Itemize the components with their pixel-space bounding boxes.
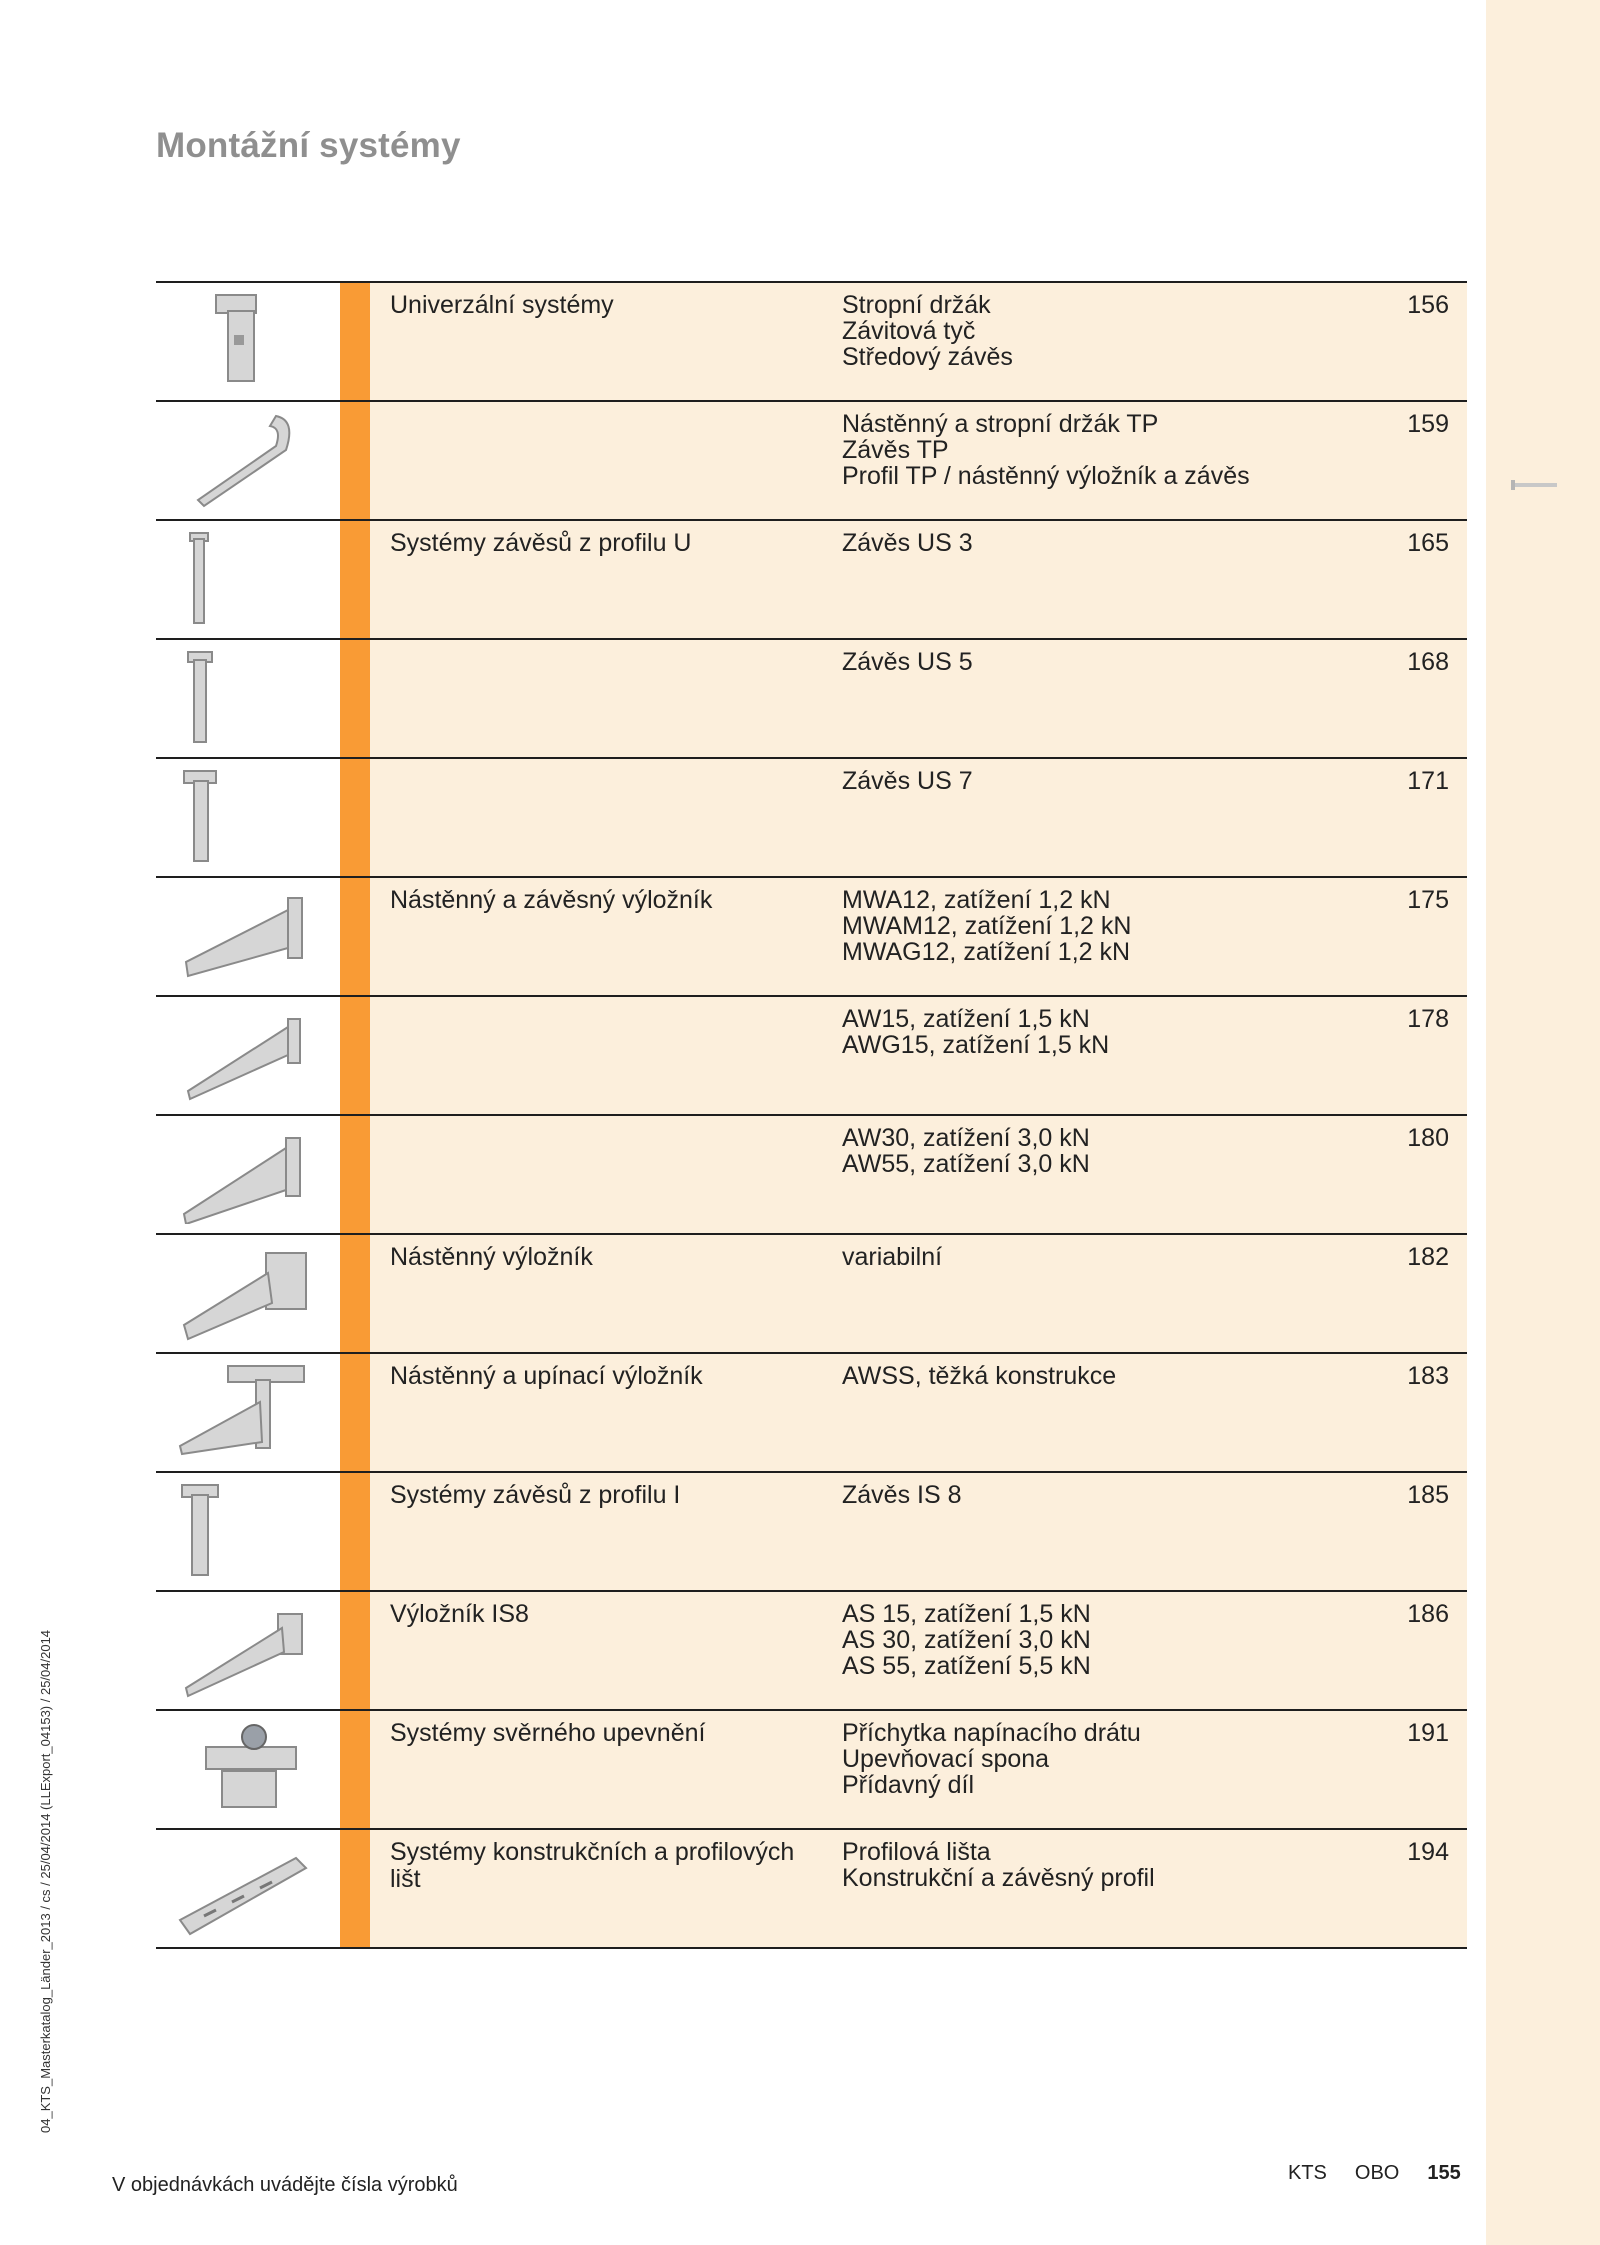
product-image <box>156 1711 340 1828</box>
group-name: Systémy svěrného upevnění <box>390 1719 706 1747</box>
page-reference[interactable]: 178 <box>1407 1005 1449 1033</box>
accent-bar <box>340 1592 370 1709</box>
variable-wall-bracket-icon <box>176 1243 316 1343</box>
catalog-row <box>156 759 1467 878</box>
product-item: Závěs US 5 <box>842 648 973 676</box>
group-name: Výložník IS8 <box>390 1600 529 1628</box>
catalog-row <box>156 521 1467 640</box>
product-item: Profilová lišta <box>842 1838 991 1866</box>
profile-rail-icon <box>176 1838 316 1938</box>
mwa-bracket-icon <box>176 886 316 986</box>
row-content <box>370 878 1467 995</box>
print-info: 04_KTS_Masterkatalog_Länder_2013 / cs / 25/04/2014 (LLExport_04153) / 25/04/2014 <box>38 1629 53 2133</box>
product-image <box>156 1592 340 1709</box>
catalog-row <box>156 1711 1467 1830</box>
product-list <box>842 649 1362 675</box>
product-list <box>842 1244 1362 1270</box>
row-content <box>370 283 1467 400</box>
group-name: Univerzální systémy <box>390 291 614 319</box>
product-item: MWAG12, zatížení 1,2 kN <box>842 938 1131 966</box>
group-name: Systémy konstrukčních a profilových lišt <box>390 1838 795 1893</box>
product-list <box>842 887 1362 965</box>
accent-bar <box>340 1116 370 1233</box>
page-reference[interactable]: 185 <box>1407 1481 1449 1509</box>
is8-bracket-icon <box>176 1600 316 1700</box>
row-content <box>370 402 1467 519</box>
product-image <box>156 878 340 995</box>
accent-bar <box>340 521 370 638</box>
row-content <box>370 1473 1467 1590</box>
tp-bracket-icon <box>176 410 316 510</box>
page-reference[interactable]: 194 <box>1407 1838 1449 1866</box>
page-reference[interactable]: 182 <box>1407 1243 1449 1271</box>
product-image <box>156 283 340 400</box>
accent-bar <box>340 1354 370 1471</box>
accent-bar <box>340 1473 370 1590</box>
row-content <box>370 521 1467 638</box>
product-list <box>842 1720 1362 1798</box>
product-list <box>842 1125 1362 1177</box>
row-content <box>370 1235 1467 1352</box>
product-list <box>842 292 1362 370</box>
page-number: 155 <box>1427 2162 1461 2184</box>
catalog-row <box>156 997 1467 1116</box>
product-list <box>842 530 1362 556</box>
footer-brand-obo: OBO <box>1354 2162 1400 2184</box>
aw30-bracket-icon <box>176 1124 316 1224</box>
product-item: AWSS, těžká konstrukce <box>842 1362 1117 1390</box>
catalog-row <box>156 878 1467 997</box>
accent-bar <box>340 640 370 757</box>
product-item: Upevňovací spona <box>842 1745 1050 1773</box>
product-image <box>156 1354 340 1471</box>
us3-hanger-icon <box>176 529 316 629</box>
accent-bar <box>340 1830 370 1947</box>
footer-brand-kts: KTS <box>1288 2162 1327 2184</box>
accent-bar <box>340 402 370 519</box>
product-item: Závěs US 3 <box>842 529 973 557</box>
group-name: Nástěnný a závěsný výložník <box>390 886 713 914</box>
footer-note: V objednávkách uvádějte čísla výrobků <box>112 2174 458 2196</box>
product-item: Příchytka napínacího drátu <box>842 1719 1141 1747</box>
group-name: Systémy závěsů z profilu I <box>390 1481 681 1509</box>
product-item: MWAM12, zatížení 1,2 kN <box>842 912 1132 940</box>
side-strip <box>1486 0 1600 2245</box>
aw15-bracket-icon <box>176 1005 316 1105</box>
product-list <box>842 1839 1362 1891</box>
product-image <box>156 521 340 638</box>
product-item: Závěs TP <box>842 436 949 464</box>
product-image <box>156 1830 340 1947</box>
us7-hanger-icon <box>176 767 316 867</box>
product-item: Profil TP / nástěnný výložník a závěs <box>842 462 1250 490</box>
product-image <box>156 402 340 519</box>
page-reference[interactable]: 183 <box>1407 1362 1449 1390</box>
row-content <box>370 640 1467 757</box>
page-title: Montážní systémy <box>156 126 461 165</box>
group-name: Systémy závěsů z profilu U <box>390 529 692 557</box>
product-image <box>156 640 340 757</box>
product-list <box>842 1006 1362 1058</box>
awss-bracket-icon <box>176 1362 316 1462</box>
row-content <box>370 1116 1467 1233</box>
ceiling-bracket-icon <box>176 291 316 391</box>
accent-bar <box>340 997 370 1114</box>
product-list <box>842 1363 1362 1389</box>
group-name: Nástěnný a upínací výložník <box>390 1362 703 1390</box>
page-reference[interactable]: 175 <box>1407 886 1449 914</box>
product-item: AS 30, zatížení 3,0 kN <box>842 1626 1091 1654</box>
accent-bar <box>340 283 370 400</box>
catalog-row <box>156 1354 1467 1473</box>
page-reference[interactable]: 159 <box>1407 410 1449 438</box>
product-item: AWG15, zatížení 1,5 kN <box>842 1031 1110 1059</box>
page-reference[interactable]: 180 <box>1407 1124 1449 1152</box>
us5-hanger-icon <box>176 648 316 748</box>
group-name: Nástěnný výložník <box>390 1243 593 1271</box>
product-list <box>842 768 1362 794</box>
product-item: Přídavný díl <box>842 1771 975 1799</box>
row-content <box>370 997 1467 1114</box>
catalog-table <box>156 281 1467 1949</box>
clamp-icon <box>176 1719 316 1819</box>
accent-bar <box>340 1711 370 1828</box>
product-item: AS 15, zatížení 1,5 kN <box>842 1600 1091 1628</box>
page-reference[interactable]: 171 <box>1407 767 1449 795</box>
product-list <box>842 1482 1362 1508</box>
catalog-row <box>156 1592 1467 1711</box>
product-item: variabilní <box>842 1243 943 1271</box>
row-content <box>370 1592 1467 1709</box>
catalog-row <box>156 1473 1467 1592</box>
product-item: AW55, zatížení 3,0 kN <box>842 1150 1090 1178</box>
product-image <box>156 1235 340 1352</box>
product-item: Středový závěs <box>842 343 1013 371</box>
catalog-row <box>156 402 1467 521</box>
catalog-row <box>156 1830 1467 1949</box>
page-reference[interactable]: 186 <box>1407 1600 1449 1628</box>
product-image <box>156 1116 340 1233</box>
product-list <box>842 411 1362 489</box>
accent-bar <box>340 878 370 995</box>
catalog-row <box>156 283 1467 402</box>
product-list <box>842 1601 1362 1679</box>
is8-hanger-icon <box>176 1481 316 1581</box>
chapter-tab-icon <box>1511 478 1557 492</box>
product-item: Stropní držák <box>842 291 991 319</box>
product-item: Závěs US 7 <box>842 767 973 795</box>
product-item: Závěs IS 8 <box>842 1481 962 1509</box>
accent-bar <box>340 1235 370 1352</box>
catalog-row <box>156 1116 1467 1235</box>
row-content <box>370 1354 1467 1471</box>
product-item: AW30, zatížení 3,0 kN <box>842 1124 1090 1152</box>
catalog-row <box>156 640 1467 759</box>
product-item: Nástěnný a stropní držák TP <box>842 410 1159 438</box>
product-image <box>156 1473 340 1590</box>
product-image <box>156 759 340 876</box>
page-reference[interactable]: 165 <box>1407 529 1449 557</box>
product-item: Konstrukční a závěsný profil <box>842 1864 1155 1892</box>
page-reference[interactable]: 168 <box>1407 648 1449 676</box>
product-image <box>156 997 340 1114</box>
product-item: AW15, zatížení 1,5 kN <box>842 1005 1090 1033</box>
product-item: Závitová tyč <box>842 317 976 345</box>
row-content <box>370 1830 1467 1947</box>
page-reference[interactable]: 191 <box>1407 1719 1449 1747</box>
accent-bar <box>340 759 370 876</box>
product-item: MWA12, zatížení 1,2 kN <box>842 886 1111 914</box>
row-content <box>370 759 1467 876</box>
row-content <box>370 1711 1467 1828</box>
footer-right <box>1288 2162 1461 2185</box>
page-reference[interactable]: 156 <box>1407 291 1449 319</box>
product-item: AS 55, zatížení 5,5 kN <box>842 1652 1091 1680</box>
catalog-row <box>156 1235 1467 1354</box>
